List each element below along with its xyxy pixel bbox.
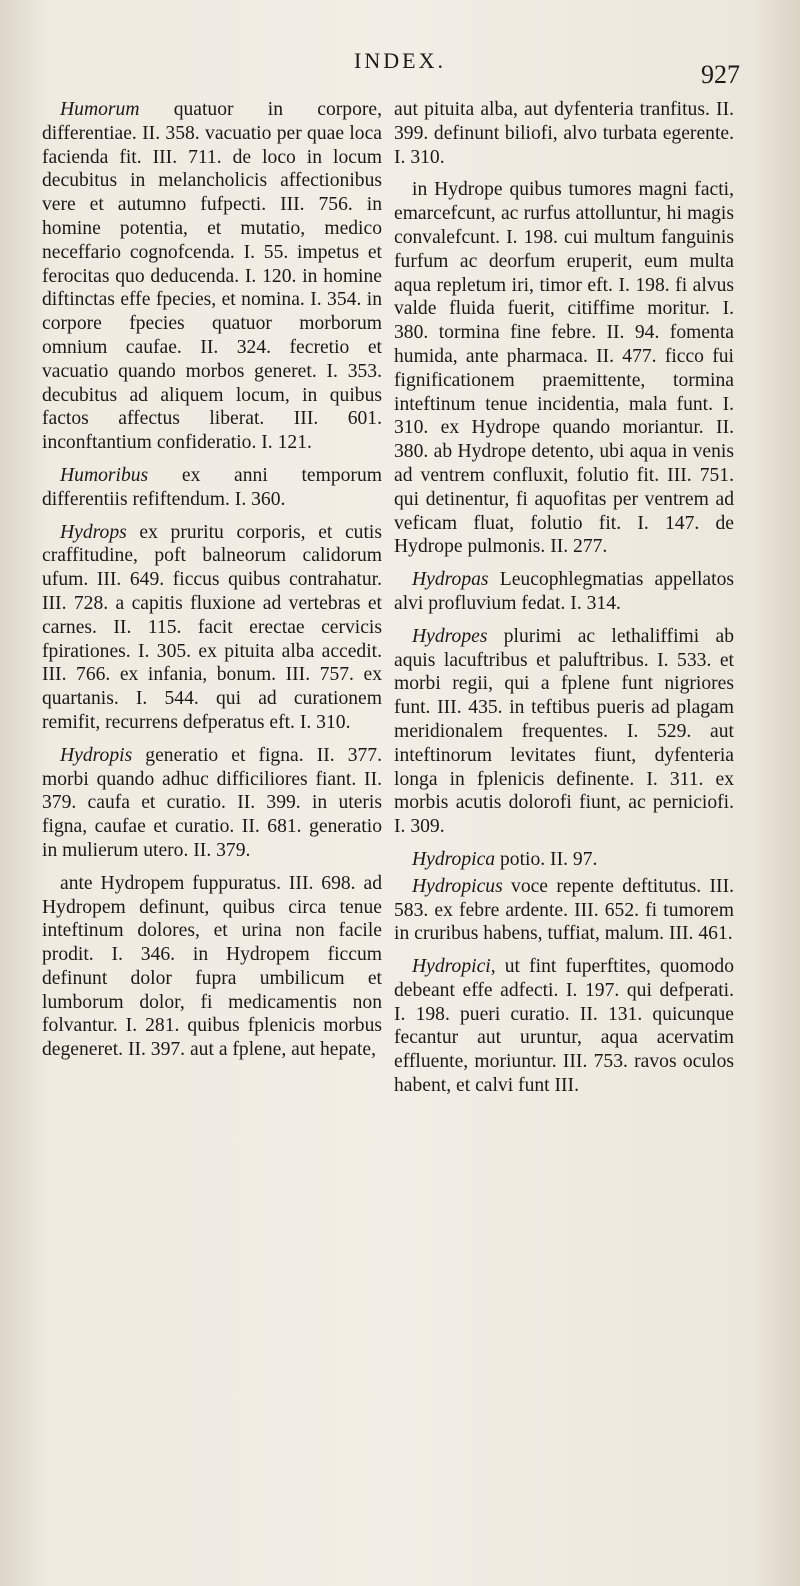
index-entry (42, 98, 382, 455)
index-entry-text: Leucophlegmatias appellatos alvi profluvium fedat. I. 314. (394, 569, 734, 614)
index-keyword: Humorum (60, 99, 140, 120)
index-entry (42, 464, 382, 512)
index-entry-text: , ut fint fuperftites, quomodo debeant effe adfecti. I. 197. qui defperati. I. 198. pueri curatio. II. 131. quicunque fecantur aut uruntur, aqua acervatim effluente, moriuntur. III. 753. ravos oculos habent, et calvi funt III. (394, 956, 734, 1097)
index-entry-text: aut pituita alba, aut dyfenteria tranfitus. II. 399. definunt biliofi, alvo turbata egerente. I. 310. (394, 99, 734, 168)
index-keyword: Hydropica (412, 848, 496, 870)
index-entry-text: ante Hydropem fuppuratus. III. 698. ad Hydropem definunt, quibus circa tenue inteftinum dolores, et urina non facile prodit. I. 346. in Hydropem ficcum definunt dolor fupra umbilicum et lumborum dolor, fi medicamentis non folvantur. I. 281. quibus fplenicis morbus degeneret. II. 397. aut a fplene, aut hepate, (42, 872, 382, 1061)
index-keyword: Hydropis (60, 744, 133, 766)
index-entry-text: potio. II. 97. (495, 848, 598, 870)
index-entry (394, 955, 734, 1098)
index-entry-text: generatio et figna. II. 377. morbi quando adhuc difficiliores fiant. II. 379. caufa et curatio. II. 399. in uteris figna, caufae et curatio. II. 681. generatio in mulierum utero. II. 379. (42, 744, 382, 861)
index-entry-text: plurimi ac lethaliffimi ab aquis lacuftribus et paluftribus. I. 533. et morbi regii, qui a fplene funt nigriores funt. III. 435. in teftibus pueris ad plagam meridionalem frequentes. I. 529. aut inteftinorum levitates fiunt, dyfenteria longa in fplenicis definente. I. 311. ex morbis acutis dolorofi fiunt, ac perniciofi. I. 309. (394, 625, 734, 838)
index-entry-text: ex anni temporum differentiis refiftendum. I. 360. (42, 464, 382, 510)
index-entry (394, 848, 734, 872)
page-number: 927 (701, 60, 740, 89)
index-keyword: Humoribus (60, 464, 149, 486)
index-keyword: Hydropas (412, 569, 489, 591)
index-entry (42, 521, 382, 735)
index-entry (42, 744, 382, 863)
index-entry-text: quatuor in corpore, differentiae. II. 358. vacuatio per quae loca facienda fit. III. 711. de loco in locum decubitus in melancholicis affectionibus vere et autumno fufpecti. III. 756. in homine potentia, et mutatio, medico neceffario cognofcenda. I. 55. impetus et ferocitas quo deducenda. I. 120. in homine diftinctas effe fpecies, et nomina. I. 354. in corpore fpecies quatuor morborum omnium caufae. II. 324. fecretio et vacuatio quando morbos generet. I. 353. decubitus ad aliquem locum, in quibus factos affectus liberat. III. 601. inconftantium confideratio. I. 121. (42, 99, 382, 454)
index-entry-text: in Hydrope quibus tumores magni facti, emarcefcunt, ac rurfus attolluntur, hi magis convalefcunt. I. 198. cui multum fanguinis furfum ac deorfum eruperit, eum multa aqua repletum iri, timor eft. I. 198. fi alvus valde fluida fuerit, citiffime moritur. I. 380. tormina fine febre. II. 94. fomenta humida, ante pharmaca. II. 477. ficco fui fignificationem praemittente, tormina inteftinum tenue incidentia, mala funt. I. 310. ex Hydrope quando moriantur. II. 380. ab Hydrope detento, ubi aqua in venis ad ventrem confluxit, folutio fit. III. 751. qui detinentur, fi aquofitas per ventrem ad veficam fluat, folutio fit. I. 147. de Hydrope pulmonis. II. 277. (394, 179, 734, 558)
index-entry (394, 875, 734, 946)
index-column-right (394, 98, 734, 1107)
index-entry-text: ex pruritu corporis, et cutis craffitudine, poft balneorum calidorum ufum. III. 649. ficcus quibus contrahatur. III. 728. a capitis fluxione ad vertebras et carnes. II. 115. facit erectae cervicis fpirationes. I. 305. ex pituita alba accedit. III. 766. ex infania, bonum. III. 757. ex quartanis. I. 544. qui ad curationem remifit, recurrens defperatus eft. I. 310. (42, 521, 382, 733)
index-keyword: Hydropes (412, 625, 488, 647)
index-keyword: Hydropicus (412, 875, 503, 897)
index-entry (394, 178, 734, 559)
index-entry (394, 625, 734, 839)
index-entry (42, 872, 382, 1062)
index-entry (394, 98, 734, 169)
index-keyword: Hydrops (60, 521, 127, 543)
index-entry-text: voce repente deftitutus. III. 583. ex febre ardente. III. 652. fi tumorem in cruribus habens, tuffiat, malum. III. 461. (394, 875, 734, 945)
index-entry (394, 568, 734, 616)
index-keyword: Hydropici (412, 956, 491, 978)
index-column-left (42, 98, 382, 1071)
running-head: INDEX. (354, 48, 446, 73)
